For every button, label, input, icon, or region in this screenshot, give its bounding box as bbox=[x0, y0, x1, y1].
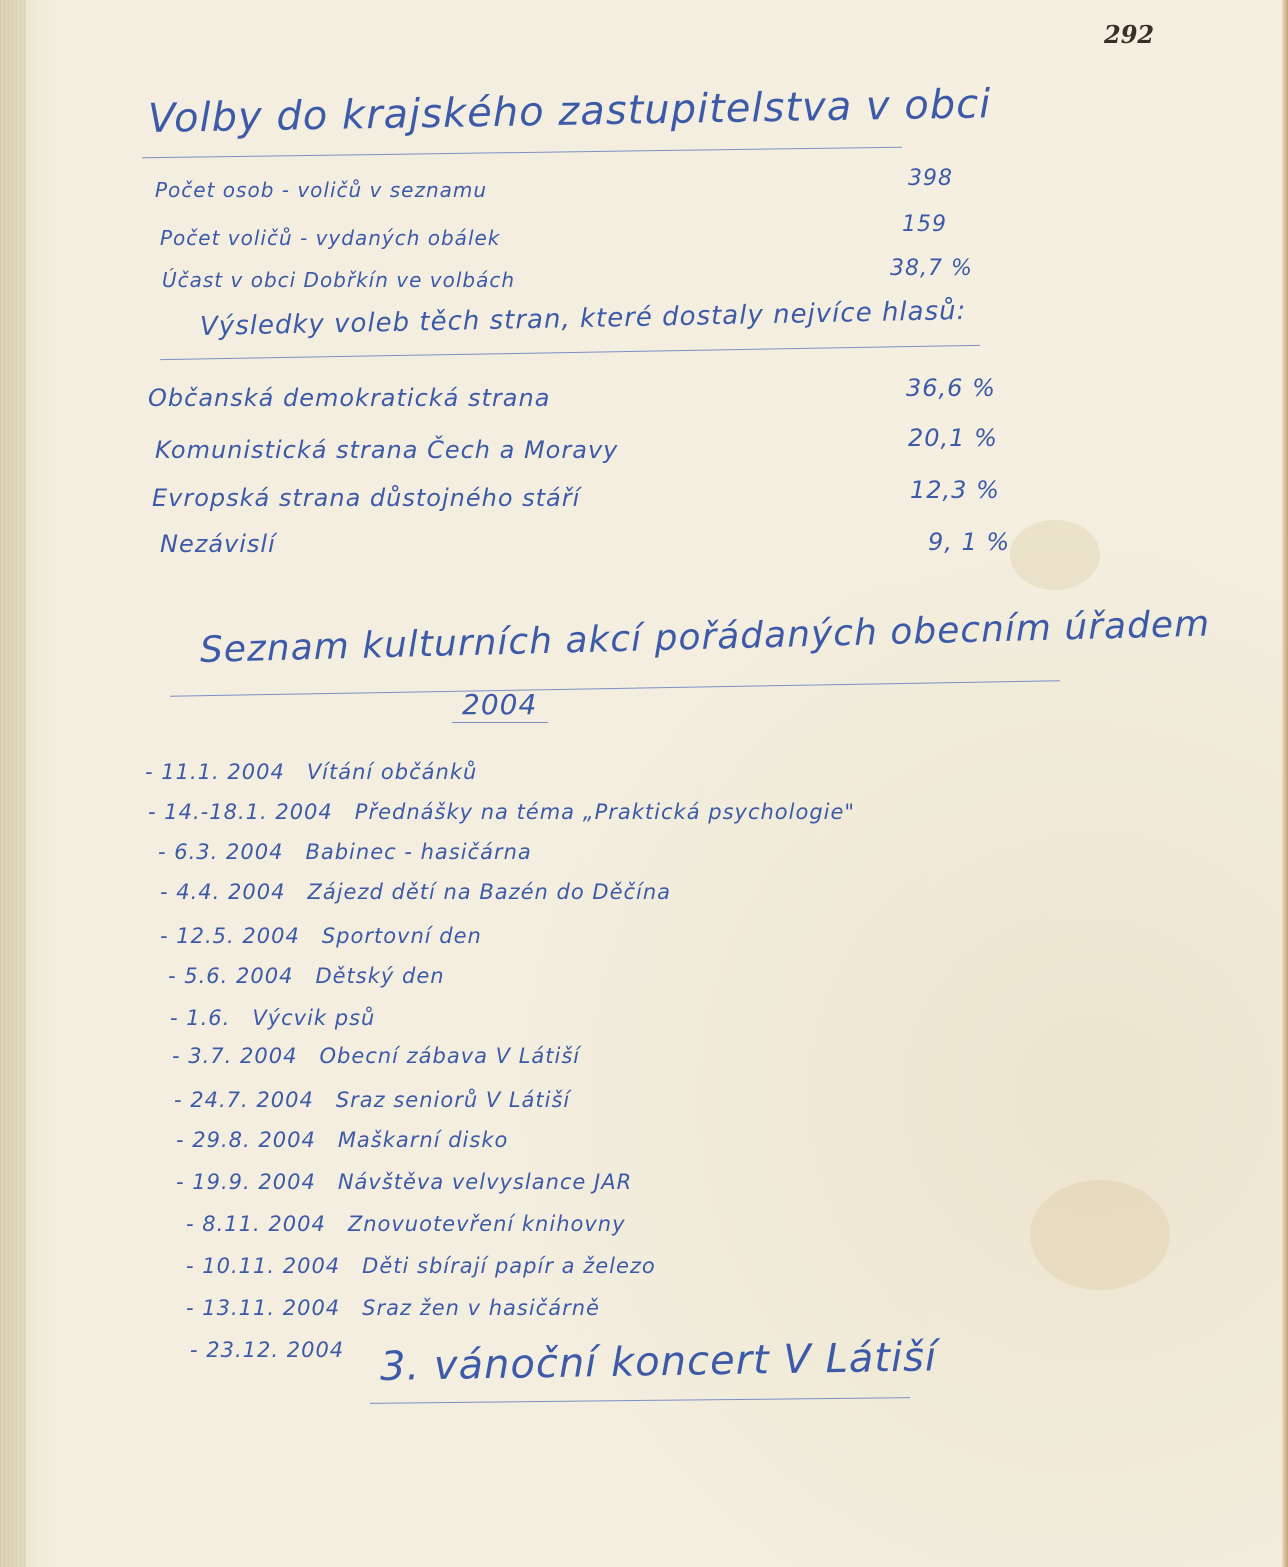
party-esds: Evropská strana důstojného stáří bbox=[152, 484, 581, 512]
event-item bbox=[176, 1170, 632, 1194]
paper-stain bbox=[1030, 1180, 1170, 1290]
party-ods-value: 36,6 % bbox=[906, 374, 996, 402]
event-item bbox=[172, 1044, 580, 1068]
event-date: - 23.12. 2004 bbox=[190, 1338, 345, 1362]
page-number: 292 bbox=[1104, 20, 1155, 49]
event-item bbox=[174, 1088, 570, 1112]
stat-value-voters: 398 bbox=[908, 166, 953, 191]
party-independent: Nezávislí bbox=[160, 530, 276, 558]
stat-label-envelopes: Počet voličů - vydaných obálek bbox=[160, 226, 501, 250]
event-item bbox=[160, 924, 482, 948]
events-year-underline bbox=[452, 722, 548, 723]
event-name: Vítání občánků bbox=[306, 760, 478, 784]
paper-stain bbox=[1010, 520, 1100, 590]
event-item bbox=[176, 1128, 508, 1152]
concert-underline bbox=[370, 1397, 910, 1404]
event-name: Maškarní disko bbox=[337, 1128, 509, 1152]
event-name: Návštěva velvyslance JAR bbox=[337, 1170, 633, 1194]
event-name: Sraz žen v hasičárně bbox=[362, 1296, 600, 1320]
event-item bbox=[160, 880, 671, 904]
event-name: Dětský den bbox=[315, 964, 445, 988]
events-title-underline bbox=[170, 680, 1060, 697]
event-date: - 3.7. 2004 bbox=[172, 1044, 298, 1068]
event-item bbox=[186, 1254, 656, 1278]
event-item bbox=[170, 1006, 375, 1030]
party-kscm-value: 20,1 % bbox=[908, 424, 998, 452]
event-date: - 8.11. 2004 bbox=[186, 1212, 326, 1236]
results-title: Výsledky voleb těch stran, které dostaly nejvíce hlasů: bbox=[199, 295, 967, 342]
event-name: Výcvik psů bbox=[252, 1006, 376, 1030]
event-date: - 12.5. 2004 bbox=[160, 924, 300, 948]
concert-title: 3. vánoční koncert V Látiší bbox=[379, 1334, 938, 1390]
event-date: - 5.6. 2004 bbox=[168, 964, 294, 988]
event-date: - 29.8. 2004 bbox=[176, 1128, 316, 1152]
stat-value-envelopes: 159 bbox=[902, 212, 947, 237]
event-item bbox=[186, 1296, 600, 1320]
event-date: - 19.9. 2004 bbox=[176, 1170, 316, 1194]
event-date: - 4.4. 2004 bbox=[160, 880, 286, 904]
event-date: - 6.3. 2004 bbox=[158, 840, 284, 864]
party-esds-value: 12,3 % bbox=[910, 476, 1000, 504]
event-item bbox=[145, 760, 477, 784]
event-name: Znovuotevření knihovny bbox=[347, 1212, 626, 1236]
event-date: - 10.11. 2004 bbox=[186, 1254, 341, 1278]
party-ods: Občanská demokratická strana bbox=[148, 384, 551, 412]
event-name: Přednášky na téma „Praktická psychologie" bbox=[354, 800, 856, 824]
event-date: - 11.1. 2004 bbox=[145, 760, 285, 784]
page-right-edge bbox=[1282, 0, 1288, 1567]
event-item bbox=[158, 840, 532, 864]
event-name: Sportovní den bbox=[321, 924, 482, 948]
event-name: Sraz seniorů V Látiší bbox=[335, 1088, 571, 1112]
event-date: - 24.7. 2004 bbox=[174, 1088, 314, 1112]
event-name: Babinec - hasičárna bbox=[305, 840, 532, 864]
events-year: 2004 bbox=[462, 688, 538, 721]
event-date: - 14.-18.1. 2004 bbox=[148, 800, 333, 824]
event-name: Obecní zábava V Látiší bbox=[319, 1044, 581, 1068]
event-item bbox=[190, 1338, 366, 1362]
event-item bbox=[186, 1212, 626, 1236]
stat-label-voters: Počet osob - voličů v seznamu bbox=[155, 178, 488, 202]
event-name: Děti sbírají papír a železo bbox=[362, 1254, 656, 1278]
results-title-underline bbox=[160, 345, 980, 360]
party-independent-value: 9, 1 % bbox=[928, 528, 1011, 556]
event-date: - 1.6. bbox=[170, 1006, 231, 1030]
event-name: Zájezd dětí na Bazén do Děčína bbox=[307, 880, 672, 904]
party-kscm: Komunistická strana Čech a Moravy bbox=[155, 436, 619, 464]
event-date: - 13.11. 2004 bbox=[186, 1296, 341, 1320]
stat-label-turnout: Účast v obci Dobřkín ve volbách bbox=[162, 268, 516, 292]
election-title: Volby do krajského zastupitelstva v obci bbox=[147, 81, 992, 142]
event-item bbox=[168, 964, 445, 988]
event-item bbox=[148, 800, 855, 824]
election-title-underline bbox=[142, 147, 902, 159]
events-title: Seznam kulturních akcí pořádaných obecním úřadem bbox=[199, 603, 1211, 671]
page-binding-edge bbox=[0, 0, 26, 1567]
stat-value-turnout: 38,7 % bbox=[890, 256, 973, 281]
